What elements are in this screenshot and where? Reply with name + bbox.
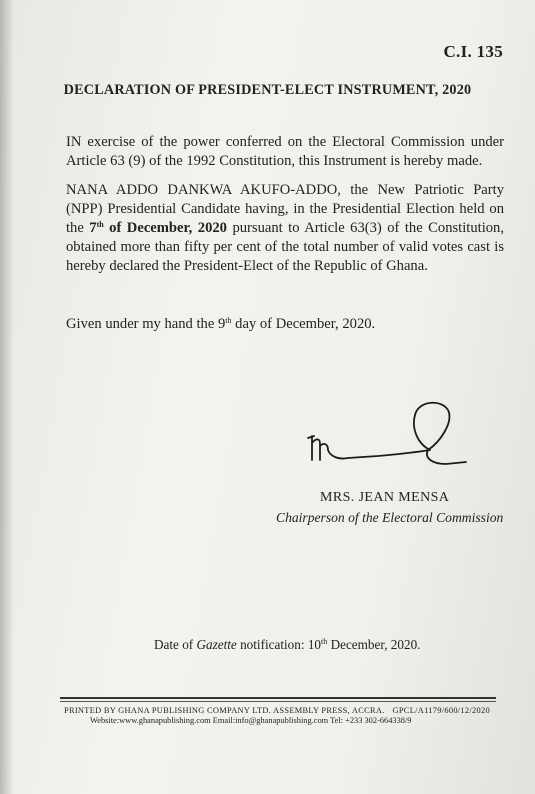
printer-code: GPCL/A1179/600/12/2020 — [392, 706, 490, 715]
gazette-word: Gazette — [196, 637, 237, 652]
handwritten-signature — [300, 398, 470, 483]
declaration-text-start: NANA ADDO DANKWA AKUFO-ADDO, the New Patriotic Party (NPP) Presidential Candidate having, in the Presidential Election held on the — [66, 182, 504, 236]
election-date-suffix: th — [96, 220, 104, 229]
declaration-text-end: pursuant to Article 63(3) of the Constitution, obtained more than fifty per cent of the total number of valid votes cast is hereby declared the President-Elect of the Republic of Ghana. — [66, 220, 504, 274]
signer-title: Chairperson of the Electoral Commission — [276, 510, 504, 525]
gazette-text-start: Date of — [154, 637, 197, 652]
election-date-day: 7 — [89, 220, 97, 236]
gazette-notification — [154, 637, 420, 653]
document-title: DECLARATION OF PRESIDENT-ELECT INSTRUMENT, 2020 — [63, 82, 472, 98]
footer-rule-thin — [60, 701, 496, 702]
printer-line — [64, 706, 490, 715]
paragraph-given — [66, 315, 504, 334]
given-text-end: day of December, 2020. — [231, 316, 376, 332]
signer-name: MRS. JEAN MENSA — [320, 490, 450, 505]
paragraph-declaration — [66, 181, 504, 276]
ci-number: C.I. 135 — [443, 42, 503, 61]
printer-contact: Website:www.ghanapublishing.com Email:info@ghanapublishing.com Tel: +233 302-664338/9 — [90, 716, 412, 725]
election-date — [89, 220, 227, 236]
gazette-text-mid: notification: 10 — [236, 637, 322, 652]
paragraph-enacting: IN exercise of the power conferred on the Electoral Commission under Article 63 (9) of the 1992 Constitution, this Instrument is hereby made. — [66, 134, 504, 169]
gazette-text-end: December, 2020. — [327, 637, 421, 652]
gazette-date-suffix: th — [321, 637, 328, 646]
given-text-start: Given under my hand the 9 — [66, 316, 226, 332]
printer-name: PRINTED BY GHANA PUBLISHING COMPANY LTD. ASSEMBLY PRESS, ACCRA. — [64, 706, 385, 715]
election-date-rest: of December, 2020 — [103, 220, 227, 236]
given-date-suffix: th — [225, 316, 232, 325]
page-edge-shadow — [0, 0, 14, 794]
footer-rule-thick — [60, 697, 496, 699]
